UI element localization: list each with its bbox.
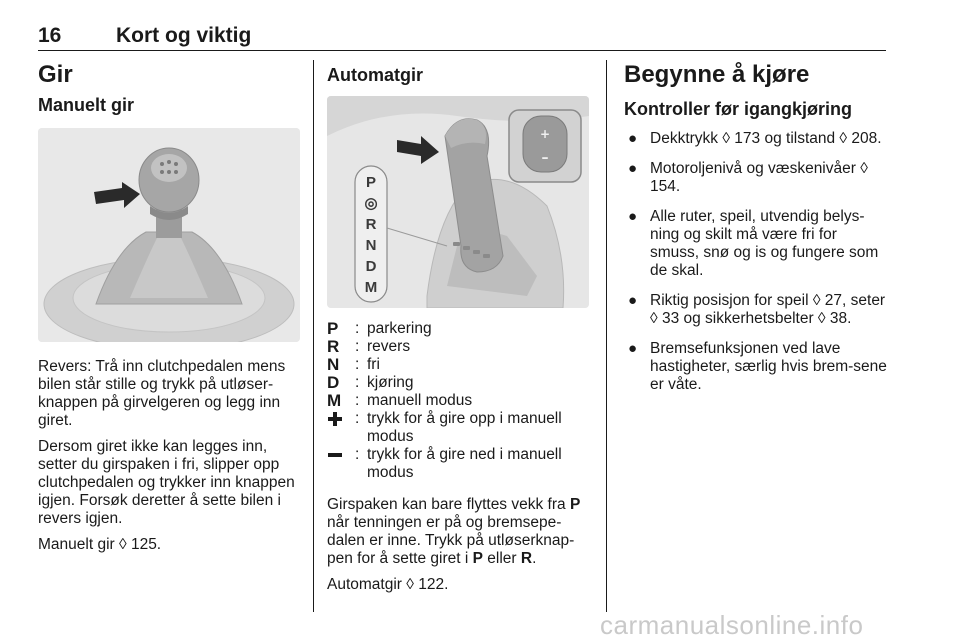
definition-item: M : manuell modus bbox=[327, 392, 595, 410]
checklist-item: ● Motoroljenivå og væskenivåer ◊ 154. bbox=[628, 160, 868, 195]
gear-selector-panel bbox=[355, 172, 387, 298]
page-number: 16 bbox=[38, 24, 62, 47]
section-title: Begynne å kjøre bbox=[624, 61, 810, 88]
chapter-title: Kort og viktig bbox=[116, 24, 252, 47]
column-automatic-gear bbox=[327, 60, 595, 602]
definition-item: : trykk for å gire ned i manuell modus bbox=[327, 446, 595, 482]
automatic-gear-illustration bbox=[327, 96, 589, 308]
definition-item: N : fri bbox=[327, 356, 595, 374]
column-start-driving bbox=[624, 60, 890, 406]
gear-label-r: R bbox=[365, 216, 377, 233]
checklist-item: ● Riktig posisjon for speil ◊ 27, seter ◊ 33 og sikkerhetsbelter ◊ 38. bbox=[628, 292, 886, 327]
section-subtitle: Manuelt gir bbox=[38, 95, 135, 115]
minus-icon bbox=[327, 447, 343, 463]
definition-text: revers bbox=[367, 338, 411, 355]
plus-icon bbox=[327, 411, 343, 427]
gear-definition-list bbox=[327, 320, 595, 482]
definition-key: D bbox=[327, 373, 340, 392]
gear-label-d: D bbox=[365, 258, 377, 275]
paragraph: Revers: Trå inn clutchpedalen mens bilen står stille og trykk på utløser-knappen på girvelgeren og legg inn giret. bbox=[38, 358, 286, 429]
definition-key: R bbox=[327, 337, 340, 356]
paragraph: Girspaken kan bare flyttes vekk fra P når tenningen er på og bremsepe-dalen er inne. Trykk på utløserknap-pen for å sette giret i P eller R. bbox=[327, 496, 581, 567]
column-divider bbox=[313, 60, 314, 612]
checklist-item: ● Dekktrykk ◊ 173 og tilstand ◊ 208. bbox=[628, 130, 882, 147]
cross-reference: Manuelt gir ◊ 125. bbox=[38, 536, 162, 553]
definition-item: D : kjøring bbox=[327, 374, 595, 392]
definition-key: P bbox=[327, 319, 339, 338]
bullet-icon: ● bbox=[628, 292, 638, 309]
definition-item: R : revers bbox=[327, 338, 595, 356]
svg-text:+: + bbox=[539, 127, 551, 141]
section-subtitle: Kontroller før igangkjøring bbox=[624, 99, 852, 119]
definition-text: trykk for å gire ned i manuell modus bbox=[367, 446, 562, 481]
svg-text:–: – bbox=[541, 150, 549, 166]
definition-key: N bbox=[327, 355, 340, 374]
manual-gear-illustration bbox=[38, 128, 300, 342]
bullet-icon: ● bbox=[628, 208, 638, 225]
definition-text: manuell modus bbox=[367, 392, 473, 409]
checklist bbox=[624, 130, 890, 394]
paragraph: Dersom giret ikke kan legges inn, setter du girspaken i fri, slipper opp clutchpedalen og trykker inn knappen igjen. Forsøk deretter å sette bilen i revers igjen. bbox=[38, 438, 295, 527]
bullet-icon: ● bbox=[628, 160, 638, 177]
watermark: carmanualsonline.info bbox=[600, 610, 864, 640]
section-title: Gir bbox=[38, 61, 73, 88]
definition-item: P : parkering bbox=[327, 320, 595, 338]
bullet-icon: ● bbox=[628, 130, 638, 147]
gear-label-p: P bbox=[365, 174, 376, 191]
definition-text: kjøring bbox=[367, 374, 414, 391]
column-manual-gear bbox=[38, 60, 300, 562]
cross-reference: Automatgir ◊ 122. bbox=[327, 576, 449, 593]
definition-text: trykk for å gire opp i manuell modus bbox=[367, 410, 562, 445]
definition-text: fri bbox=[367, 356, 380, 373]
definition-text: parkering bbox=[367, 320, 432, 337]
gear-label-m: M bbox=[364, 279, 378, 296]
bullet-icon: ● bbox=[628, 340, 638, 357]
definition-item: : trykk for å gire opp i manuell modus bbox=[327, 410, 595, 446]
park-lock-icon: ◎ bbox=[364, 195, 378, 212]
checklist-item: ● Alle ruter, speil, utvendig belys-ning og skilt må være fri for smuss, snø og is og fungere som de skal. bbox=[628, 208, 879, 279]
checklist-item: ● Bremsefunksjonen ved lave hastigheter, særlig hvis brem-sene er våte. bbox=[628, 340, 887, 393]
definition-key: M bbox=[327, 391, 342, 410]
gear-label-n: N bbox=[365, 237, 377, 254]
page-header bbox=[38, 24, 886, 51]
column-divider bbox=[606, 60, 607, 612]
section-title: Automatgir bbox=[327, 65, 423, 85]
